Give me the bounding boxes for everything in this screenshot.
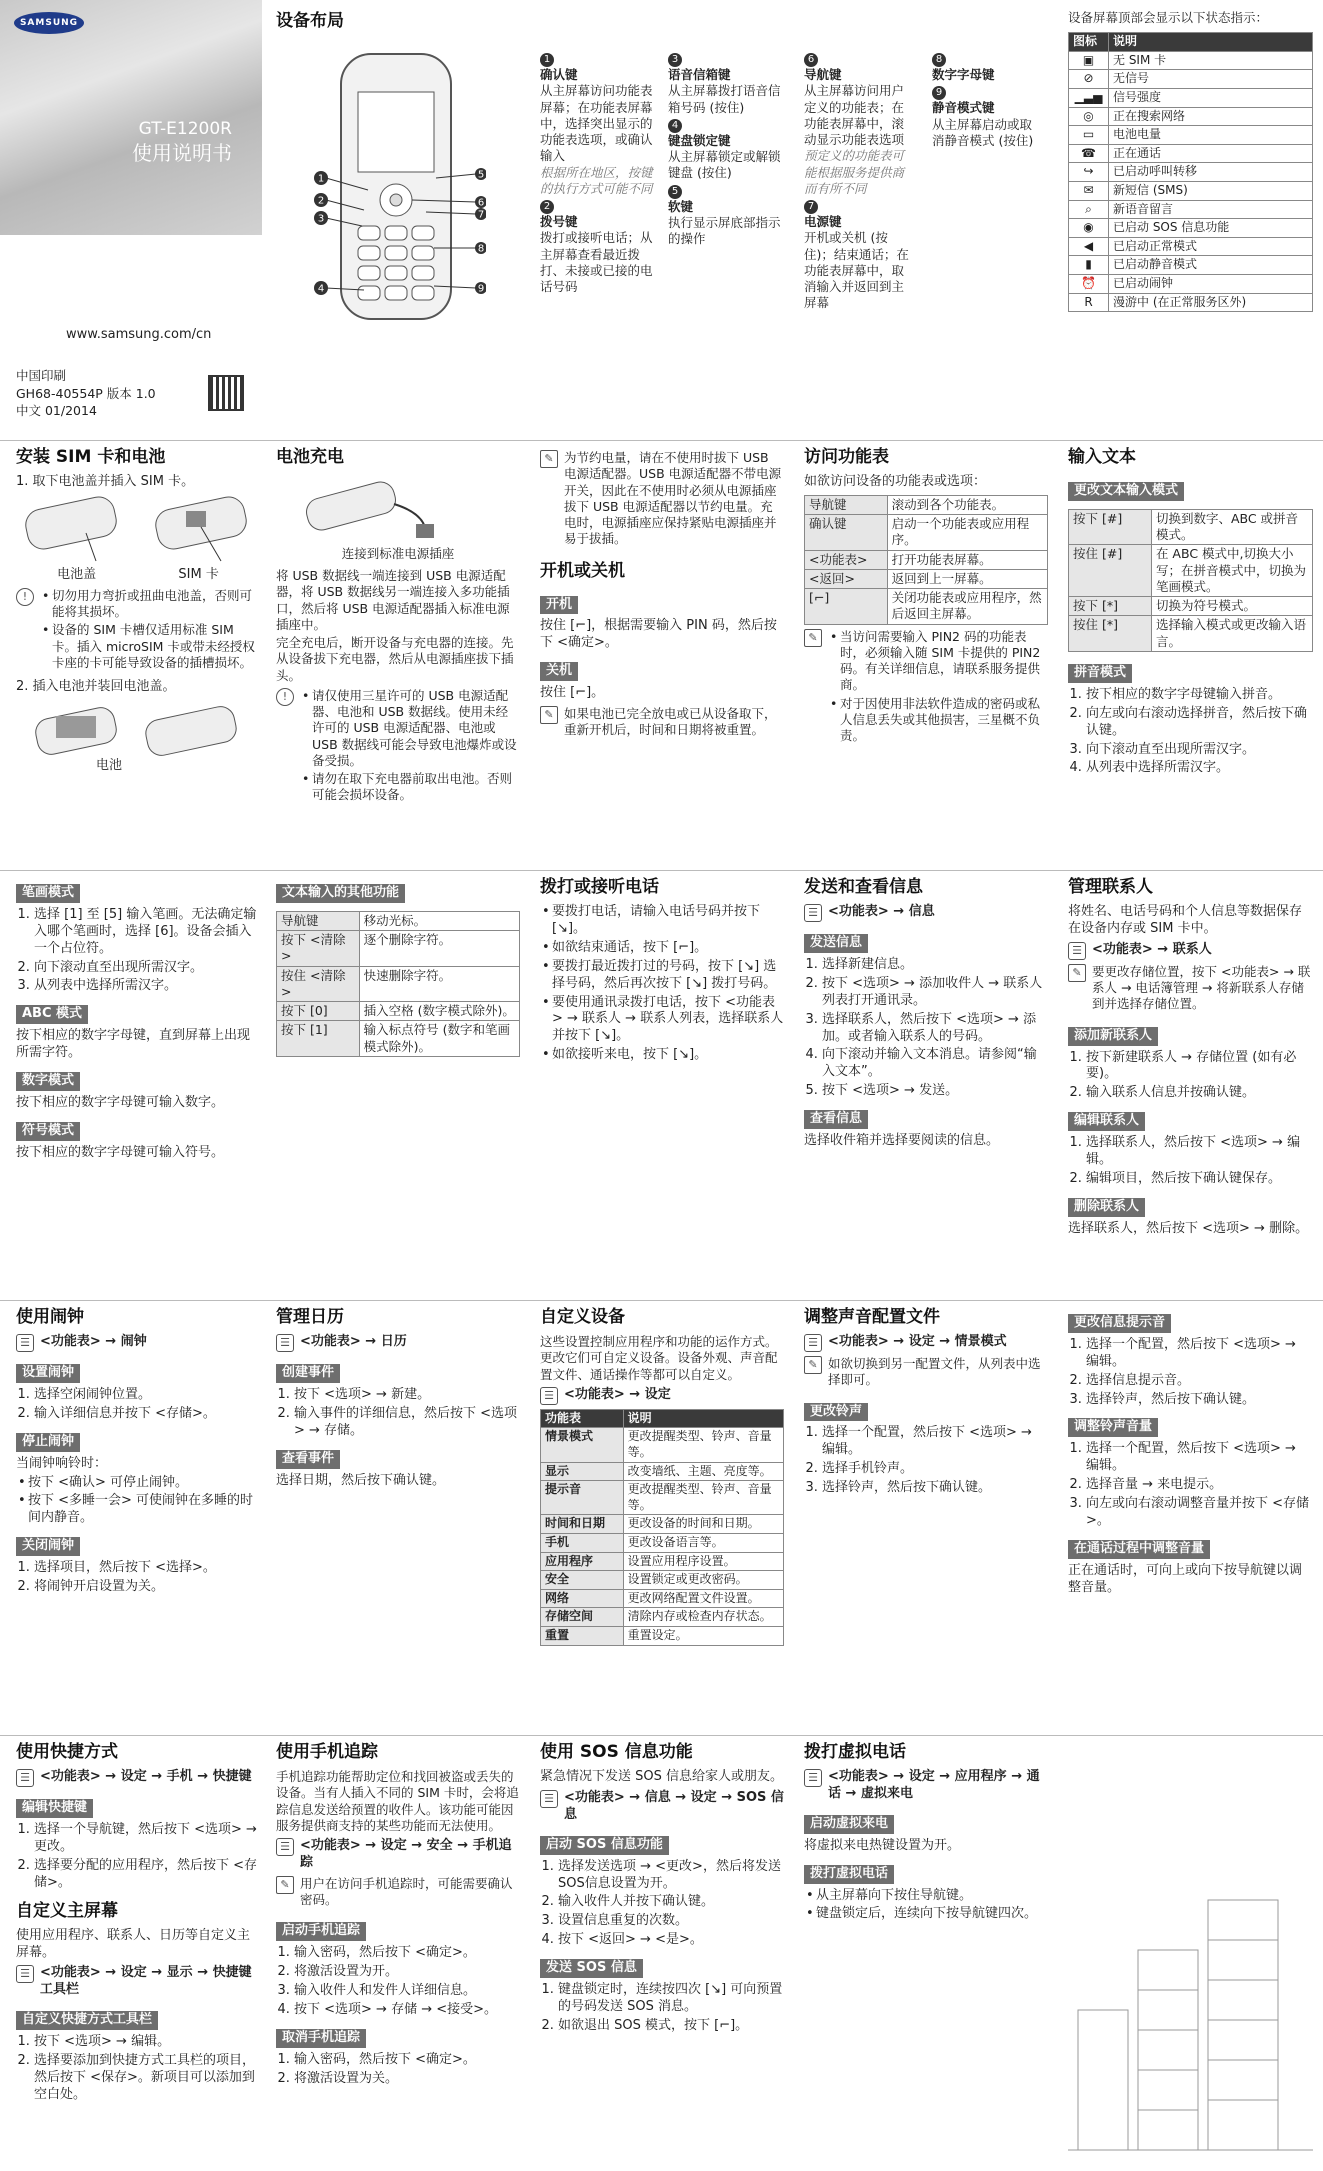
label-battery: 电池 [96,757,123,773]
shortcut-section [16,1741,260,2166]
print-country: 中国印刷 [16,368,67,383]
status-section [1068,10,1313,440]
sos-path: ☰ <功能表> → 信息 → 设定 → SOS 信息 [540,1790,784,1824]
charger-label: 连接到标准电源插座 [341,545,455,561]
alarm-title: 使用闹钟 [16,1307,84,1327]
print-date: 中文 01/2014 [16,403,97,418]
add-contact-steps: 1. 按下新建联系人 → 存储位置 (如有必要)。 2. 输入联系人信息并按确认键。 [1068,1050,1313,1103]
key-column-2 [668,50,784,247]
callout-9: 9 [477,283,485,295]
battery-illustration [16,698,256,768]
sos-send-steps: 1. 键盘锁定时，连续按四次 [↘] 可向预置的号码发送 SOS 消息。 2. 如欲退出 SOS 模式，按下 [⌐]。 [540,1982,784,2035]
contacts-note: ✎ 要更改存储位置，按下 <功能表> → 联系人 → 电话簿管理 → 将新联系人存储到并选择存储位置。 [1068,964,1313,1015]
menu-table [804,495,1048,625]
contacts-path: ☰ <功能表> → 联系人 [1068,942,1313,960]
power-title: 开机或关机 [540,560,625,581]
disable-alarm-steps: 1. 选择项目，然后按下 <选择>。 2. 将闹钟开启设置为关。 [16,1560,260,1596]
menu-icon: ☰ [804,904,822,922]
key-item: 6 导航键 从主屏幕访问用户定义的功能表；在功能表屏幕中，滚动显示功能表选项 预定义的功能表可能根据服务提供商而有所不同 [804,54,905,196]
callout-4: 4 [317,283,325,295]
shortcut-title: 使用快捷方式 [16,1742,118,1762]
tracker-path: ☰ <功能表> → 设定 → 安全 → 手机追踪 [276,1838,520,1872]
text-title: 输入文本 [1068,447,1136,467]
key-item: 3 语音信箱键 从主屏幕拨打语音信箱号码 (按住) [668,54,781,115]
view-message-tag: 查看信息 [804,1110,868,1129]
row-divider [0,440,1323,441]
other-input-tag: 文本输入的其他功能 [276,884,405,903]
callout-7: 7 [477,209,485,221]
cover-footer [0,235,262,440]
power-section [540,446,784,866]
settings-title: 自定义设备 [540,1307,625,1327]
msg-tone-tag: 更改信息提示音 [1068,1314,1171,1333]
edit-contact-steps: 1. 选择联系人，然后按下 <选项> → 编辑。 2. 编辑项目，然后按下确认键保存。 [1068,1135,1313,1188]
home-path: ☰ <功能表> → 设定 → 显示 → 快捷键工具栏 [16,1965,260,1999]
row-divider [0,1300,1323,1301]
table-row: ⏰ 已启动闹钟 [1069,274,1313,293]
menu-icon: ☰ [16,1334,34,1352]
sos-title: 使用 SOS 信息功能 [540,1742,693,1762]
fake-call-list: • 从主屏幕向下按住导航键。 • 键盘锁定后，连续向下按导航键四次。 [804,1888,1048,1924]
number-tag: 数字模式 [16,1072,80,1091]
table-row: 导航键 移动光标。 [277,911,520,930]
table-row: <返回> 返回到上一屏幕。 [805,569,1048,588]
calendar-section [276,1306,520,1731]
menu-note: ✎ • 当访问需要输入 PIN2 码的功能表时，必须输入随 SIM 卡提供的 PIN2 码。有关详细信息，请联系服务提供商。 • 对于因使用非法软件造成的密码或私人信息丢失或其他损害，三星概不负责。 [804,629,1048,749]
table-row: R 漫游中 (在正常服务区外) [1069,293,1313,312]
callout-8: 8 [477,243,485,255]
tracker-intro: 手机追踪功能帮助定位和找回被盗或丢失的设备。当有人插入不同的 SIM 卡时，会将追踪信息发送给预置的收件人。该功能可能因服务提供商支持的某些功能而无法使用。 [276,1769,519,1833]
tracker-off-tag: 取消手机追踪 [276,2029,366,2048]
menu-icon: ☰ [16,1769,34,1787]
call-title: 拨打或接听电话 [540,877,659,897]
table-row: 重置 重置设定。 [541,1626,784,1645]
charge-para-1: 将 USB 数据线一端连接到 USB 电源适配器，将 USB 数据线另一端连接入多功能插口，然后将 USB 电源适配器插入标准电源插座中。 [276,568,510,632]
table-row: ▭ 电池电量 [1069,126,1313,145]
table-row: 按下 [#] 切换到数字、ABC 或拼音模式。 [1069,509,1313,545]
note-icon: ✎ [540,706,558,724]
send-message-tag: 发送信息 [804,934,868,953]
create-event-tag: 创建事件 [276,1364,340,1383]
create-event-steps: 1. 按下 <选项> → 新建。 2. 输入事件的详细信息，然后按下 <选项> → 存储。 [276,1387,520,1440]
menu-icon: ☰ [1068,942,1086,960]
tracker-section [276,1741,520,2166]
other-input-section [276,876,520,1296]
samsung-logo: SAMSUNG [14,12,84,34]
number-text: 按下相应的数字字母键可输入数字。 [16,1094,225,1110]
menu-intro: 如欲访问设备的功能表或选项： [804,474,987,490]
msg-tone-steps: 1. 选择一个配置，然后按下 <选项> → 编辑。 2. 选择信息提示音。 3. 选择铃声，然后按下确认键。 [1068,1337,1313,1409]
print-code: GH68-40554P 版本 1.0 [16,385,156,401]
table-row: ▁▃▅ 信号强度 [1069,89,1313,108]
delete-contact-text: 选择联系人，然后按下 <选项> → 删除。 [1068,1220,1309,1236]
shortcut-path: ☰ <功能表> → 设定 → 手机 → 快捷键 [16,1769,260,1787]
tracker-title: 使用手机追踪 [276,1742,378,1762]
sim-section [16,446,260,866]
key-item: 8 数字字母键 [932,54,995,82]
toolbar-tag: 自定义快捷方式工具栏 [16,2011,158,2030]
profile-more-section [1068,1306,1313,1731]
table-row: 按下 [0] 插入空格 (数字模式除外)。 [277,1002,520,1021]
power-note-2: ✎ 如果电池已完全放电或已从设备取下，重新开机后，时间和日期将被重置。 [540,706,784,741]
sim-step-1: 1. 取下电池盖并插入 SIM 卡。 [16,474,195,490]
alarm-path: ☰ <功能表> → 闹钟 [16,1334,260,1352]
row-divider [0,1735,1323,1736]
table-row: ▮ 已启动静音模式 [1069,256,1313,275]
key-column-1 [540,50,658,295]
contacts-section [1068,876,1313,1296]
table-row: 按住 <清除> 快速删除字符。 [277,966,520,1002]
key-item: 7 电源键 开机或关机 (按住)；结束通话；在功能表屏幕中，取消输入并返回到主屏幕 [804,201,909,311]
set-alarm-steps: 1. 选择空闲闹钟位置。 2. 输入详细信息并按下 <存储>。 [16,1387,260,1423]
sos-on-steps: 1. 选择发送选项 → <更改>，然后将发送 SOS信息设置为开。 2. 输入收件人并按下确认键。 3. 设置信息重复的次数。 4. 按下 <返回> → <是>。 [540,1859,784,1949]
contacts-intro: 将姓名、电话号码和个人信息等数据保存在设备内存或 SIM 卡中。 [1068,904,1303,936]
home-intro: 使用应用程序、联系人、日历等自定义主屏幕。 [16,1927,251,1960]
note-icon: ✎ [804,629,822,647]
table-row: 确认键 启动一个功能表或应用程序。 [805,515,1048,551]
tracker-on-tag: 启动手机追踪 [276,1922,366,1941]
stroke-steps: 1. 选择 [1] 至 [5] 输入笔画。无法确定输入哪个笔画时，选择 [6]。设备会插入一个占位符。 2. 向下滚动直至出现所需汉字。 3. 从列表中选择所需汉字。 [16,907,260,995]
note-icon: ✎ [804,1356,822,1374]
view-message-text: 选择收件箱并选择要阅读的信息。 [804,1133,1000,1148]
key-item: 4 键盘锁定键 从主屏幕锁定或解锁键盘 (按住) [668,119,781,181]
message-section [804,876,1048,1296]
table-row: ☎ 正在通话 [1069,144,1313,163]
table-row: ◀ 已启动正常模式 [1069,237,1313,256]
symbol-tag: 符号模式 [16,1122,80,1141]
sos-on-tag: 启动 SOS 信息功能 [540,1836,669,1855]
profile-section [804,1306,1048,1731]
tracker-note: ✎ 用户在访问手机追踪时，可能需要确认密码。 [276,1876,520,1911]
cover-band [0,0,262,235]
view-event-tag: 查看事件 [276,1450,340,1469]
row-divider [0,870,1323,871]
other-input-table [276,911,520,1057]
text-mode-table [1068,509,1313,652]
status-table: 图标 说明 ▣ 无 SIM 卡 ⊘ 无信号 ▁▃▅ 信号强度 ◎ 正在搜索网络 ▭ 电池电量 ☎ 正在通话 ↪ 已启动呼叫转移 ✉ 新短信 (SMS) ⌕ 新语音留言 ◉ 已启动 SOS 信息功能 ◀ 已启动正常模式 ▮ 已启动静音模式 ⏰ 已启动闹钟 R 漫游中 (在正常服务区外) [1068,32,1313,312]
table-row: ◎ 正在搜索网络 [1069,107,1313,126]
callout-1: 1 [317,173,325,185]
table-row: 存储空间 清除内存或检查内存状态。 [541,1608,784,1627]
tracker-off-steps: 1. 输入密码，然后按下 <确定>。 2. 将激活设置为关。 [276,2052,520,2088]
stroke-section [16,876,260,1296]
table-row: 提示音 更改提醒类型、铃声、音量等。 [541,1481,784,1515]
key-item: 2 拨号键 拨打或接听电话；从主屏幕查看最近拨打、未接或已接的电话号码 [540,201,653,294]
fake-call-path: ☰ <功能表> → 设定 → 应用程序 → 通话 → 虚拟来电 [804,1769,1048,1803]
table-row: 时间和日期 更改设备的时间和日期。 [541,1515,784,1534]
toolbar-steps: 1. 按下 <选项> → 编辑。 2. 选择要添加到快捷方式工具栏的项目，然后按下 <保存>。新项目可以添加到空白处。 [16,2034,260,2104]
table-row: 按住 [*] 选择输入模式或更改输入语言。 [1069,616,1313,652]
table-row: 导航键 滚动到各个功能表。 [805,495,1048,514]
power-on-text: 按住 [⌐]，根据需要输入 PIN 码，然后按下 <确定>。 [540,618,777,651]
menu-icon: ☰ [540,1387,558,1405]
table-row: 安全 设置锁定或更改密码。 [541,1571,784,1590]
menu-icon: ☰ [276,1838,294,1856]
table-row: 手机 更改设备语言等。 [541,1534,784,1553]
call-section [540,876,784,1296]
table-row: ⌕ 新语音留言 [1069,200,1313,219]
note-icon: ✎ [1068,964,1086,982]
layout-title: 设备布局 [276,11,344,31]
label-battery-cover: 电池盖 [57,566,97,582]
sos-section [540,1741,784,2166]
table-row: 按下 [1] 输入标点符号 (数字和笔画模式除外)。 [277,1021,520,1057]
callout-2: 2 [317,195,325,207]
menu-section [804,446,1048,866]
key-item: 5 软键 执行显示屏底部指示的操作 [668,185,781,246]
menu-icon: ☰ [276,1334,294,1352]
table-row: 显示 改变墙纸、主题、亮度等。 [541,1462,784,1481]
table-row: ↪ 已启动呼叫转移 [1069,163,1313,182]
warning-icon: ! [16,588,34,606]
profile-path: ☰ <功能表> → 设定 → 情景模式 [804,1334,1048,1352]
edit-shortcut-steps: 1. 选择一个导航键，然后按下 <选项> → 更改。 2. 选择要分配的应用程序，然后按下 <存储>。 [16,1822,260,1892]
abc-tag: ABC 模式 [16,1005,88,1024]
fake-call-on-tag: 启动虚拟来电 [804,1815,894,1834]
key-column-3 [804,50,916,312]
charge-para-2: 完全充电后，断开设备与充电器的连接。先从设备拔下充电器，然后从电源插座拔下插头。 [276,635,514,683]
sim-warning: ! • 切勿用力弯折或扭曲电池盖，否则可能将其损坏。 • 设备的 SIM 卡槽仅适用标准 SIM 卡。插入 microSIM 卡或带未经授权卡座的卡可能导致设备的插槽损坏。 [16,588,260,675]
settings-section [540,1306,784,1731]
label-sim-card: SIM 卡 [178,566,219,582]
message-title: 发送和查看信息 [804,877,923,897]
power-off-tag: 关机 [540,662,578,681]
volume-steps: 1. 选择一个配置，然后按下 <选项> → 编辑。 2. 选择音量 → 来电提示。 3. 向左或向右滚动调整音量并按下 <存储>。 [1068,1441,1313,1529]
settings-path: ☰ <功能表> → 设定 [540,1387,784,1405]
fake-call-section [804,1741,1048,2166]
home-title: 自定义主屏幕 [16,1900,118,1921]
abc-text: 按下相应的数字字母键，直到屏幕上出现所需字符。 [16,1028,251,1061]
table-row: 按下 [*] 切换为符号模式。 [1069,597,1313,616]
pinyin-steps: 1. 按下相应的数字字母键输入拼音。 2. 向左或向右滚动选择拼音，然后按下确认键。 3. 向下滚动直至出现所需汉字。 4. 从列表中选择所需汉字。 [1068,687,1313,777]
stop-alarm-tag: 停止闹钟 [16,1433,80,1452]
stroke-tag: 笔画模式 [16,884,80,903]
call-list: • 要拨打电话，请输入电话号码并按下 [↘]。 • 如欲结束通话，按下 [⌐]。 • 要拨打最近拨打过的号码，按下 [↘] 选择号码，然后再次按下 [↘] 拨打号码。 • 要使用通讯录拨打电话，按下 <功能表> → 联系人 → 联系人列表，选择联系人并按下 [↘]。 • 如欲接听来电，按下 [↘]。 [540,904,784,1064]
note-icon: ✎ [540,450,558,468]
profile-note: ✎ 如欲切换到另一配置文件，从列表中选择即可。 [804,1356,1048,1391]
callout-3: 3 [317,213,325,225]
delete-contact-tag: 删除联系人 [1068,1198,1145,1217]
table-row: 情景模式 更改提醒类型、铃声、音量等。 [541,1428,784,1462]
table-row: 按下 <清除> 逐个删除字符。 [277,931,520,967]
charge-title: 电池充电 [276,447,344,467]
symbol-text: 按下相应的数字字母键可输入符号。 [16,1144,225,1160]
send-message-steps: 1. 选择新建信息。 2. 按下 <选项> → 添加收件人 → 联系人列表打开通讯录。 3. 选择联系人，然后按下 <选项> → 添加。或者输入联系人的号码。 4. 向下滚动并输入文本消息。请参阅“输入文本”。 5. 按下 <选项> → 发送。 [804,957,1048,1100]
model-name: GT-E1200R [138,119,232,139]
samsung-url[interactable]: www.samsung.com/cn [66,327,212,342]
table-row: ⊘ 无信号 [1069,70,1313,89]
note-icon: ✎ [276,1876,294,1894]
call-volume-text: 正在通话时，可向上或向下按导航键以调整音量。 [1068,1562,1303,1595]
table-row: ✉ 新短信 (SMS) [1069,182,1313,201]
contacts-title: 管理联系人 [1068,877,1153,897]
power-note: ✎ 为节约电量，请在不使用时拔下 USB 电源适配器。USB 电源适配器不带电源开关，因此在不使用时必须从电源插座拔下 USB 电源适配器以节约电量。充电时，电源插座应保持紧贴电源插座并易于拔插。 [540,450,784,550]
table-row: 按住 [#] 在 ABC 模式中,切换大小写；在拼音模式中，切换为笔画模式。 [1069,545,1313,597]
city-sketch [1068,1860,1313,2160]
table-row: 网络 更改网络配置文件设置。 [541,1589,784,1608]
view-event-text: 选择日期，然后按下确认键。 [276,1472,446,1488]
disable-alarm-tag: 关闭闹钟 [16,1537,80,1556]
table-row: ◉ 已启动 SOS 信息功能 [1069,219,1313,238]
message-path: ☰ <功能表> → 信息 [804,904,1048,922]
key-item: 9 静音模式键 从主屏幕启动或取消静音模式 (按住) [932,87,1034,148]
menu-icon: ☰ [540,1790,558,1808]
charge-warning: ! • 请仅使用三星许可的 USB 电源适配器、电池和 USB 数据线。使用未经许可的 USB 电源适配器、电池或 USB 数据线可能会导致电池爆炸或设备受损。 • 请勿在取下充电器前取出电池。否则可能会损坏设备。 [276,688,520,808]
tracker-on-steps: 1. 输入密码，然后按下 <确定>。 2. 将激活设置为开。 3. 输入收件人和发件人详细信息。 4. 按下 <选项> → 存储 → <接受>。 [276,1945,520,2019]
menu-icon: ☰ [16,1965,34,1983]
edit-shortcut-tag: 编辑快捷键 [16,1799,93,1818]
edit-contact-tag: 编辑联系人 [1068,1112,1145,1131]
profile-title: 调整声音配置文件 [804,1307,940,1327]
key-item: 1 确认键 从主屏幕访问功能表屏幕；在功能表屏幕中，选择突出显示的功能表选项，或确认输入 根据所在地区，按键的执行方式可能不同 [540,54,653,196]
table-row: 应用程序 设置应用程序设置。 [541,1552,784,1571]
table-row: [⌐] 关闭功能表或应用程序，然后返回主屏幕。 [805,589,1048,625]
power-on-tag: 开机 [540,596,578,615]
sos-send-tag: 发送 SOS 信息 [540,1959,643,1978]
set-alarm-tag: 设置闹钟 [16,1364,80,1383]
calendar-path: ☰ <功能表> → 日历 [276,1334,520,1352]
warning-icon: ! [276,688,294,706]
fake-call-on-text: 将虚拟来电热键设置为开。 [804,1837,961,1853]
key-column-4 [932,50,1036,149]
sim-title: 安装 SIM 卡和电池 [16,447,166,467]
add-contact-tag: 添加新联系人 [1068,1027,1158,1046]
power-off-text: 按住 [⌐]。 [540,685,605,701]
stop-alarm-list: • 按下 <确认> 可停止闹钟。 • 按下 <多睡一会> 可使闹钟在多睡的时间内静音。 [16,1475,260,1528]
qr-code [208,375,244,411]
fake-call-title: 拨打虚拟电话 [804,1742,906,1762]
menu-icon: ☰ [804,1769,822,1787]
callout-5: 5 [477,169,485,181]
charge-section [276,446,520,866]
menu-title: 访问功能表 [804,447,889,467]
settings-table: 功能表 说明 情景模式 更改提醒类型、铃声、音量等。 显示 改变墙纸、主题、亮度等。 提示音 更改提醒类型、铃声、音量等。 时间和日期 更改设备的时间和日期。 手机 更改设备语言等。 应用程序 设置应用程序设置。 安全 设置锁定或更改密码。 网络 更改网络配置文件设置。 存储空间 清除内存或检查内存状态。 重置 重置设定。 [540,1409,784,1646]
text-section [1068,446,1313,866]
table-row: ▣ 无 SIM 卡 [1069,51,1313,70]
text-mode-tag: 更改文本输入模式 [1068,482,1184,501]
call-volume-tag: 在通话过程中调整音量 [1068,1540,1210,1559]
calendar-title: 管理日历 [276,1307,344,1327]
sos-intro: 紧急情况下发送 SOS 信息给家人或朋友。 [540,1769,784,1785]
ringtone-steps: 1. 选择一个配置，然后按下 <选项> → 编辑。 2. 选择手机铃声。 3. 选择铃声，然后按下确认键。 [804,1425,1048,1497]
sim-step-2: 2. 插入电池并装回电池盖。 [16,679,176,695]
status-intro: 设备屏幕顶部会显示以下状态指示： [1068,10,1269,25]
stop-alarm-intro: 当闹钟响铃时： [16,1455,108,1471]
settings-intro: 这些设置控制应用程序和功能的运作方式。更改它们可自定义设备。设备外观、声音配置文件、通话操作等都可以自定义。 [540,1334,778,1382]
callout-6: 6 [477,197,485,209]
charger-illustration [276,474,516,540]
phone-diagram [276,50,486,330]
fake-call-make-tag: 拨打虚拟电话 [804,1865,894,1884]
menu-icon: ☰ [804,1334,822,1352]
pinyin-tag: 拼音模式 [1068,664,1132,683]
alarm-section [16,1306,260,1731]
table-row: <功能表> 打开功能表屏幕。 [805,550,1048,569]
sim-illustration [16,493,256,573]
layout-section [276,10,1036,440]
manual-title: 使用说明书 [132,141,232,165]
volume-tag: 调整铃声音量 [1068,1418,1158,1437]
ringtone-tag: 更改铃声 [804,1403,868,1422]
